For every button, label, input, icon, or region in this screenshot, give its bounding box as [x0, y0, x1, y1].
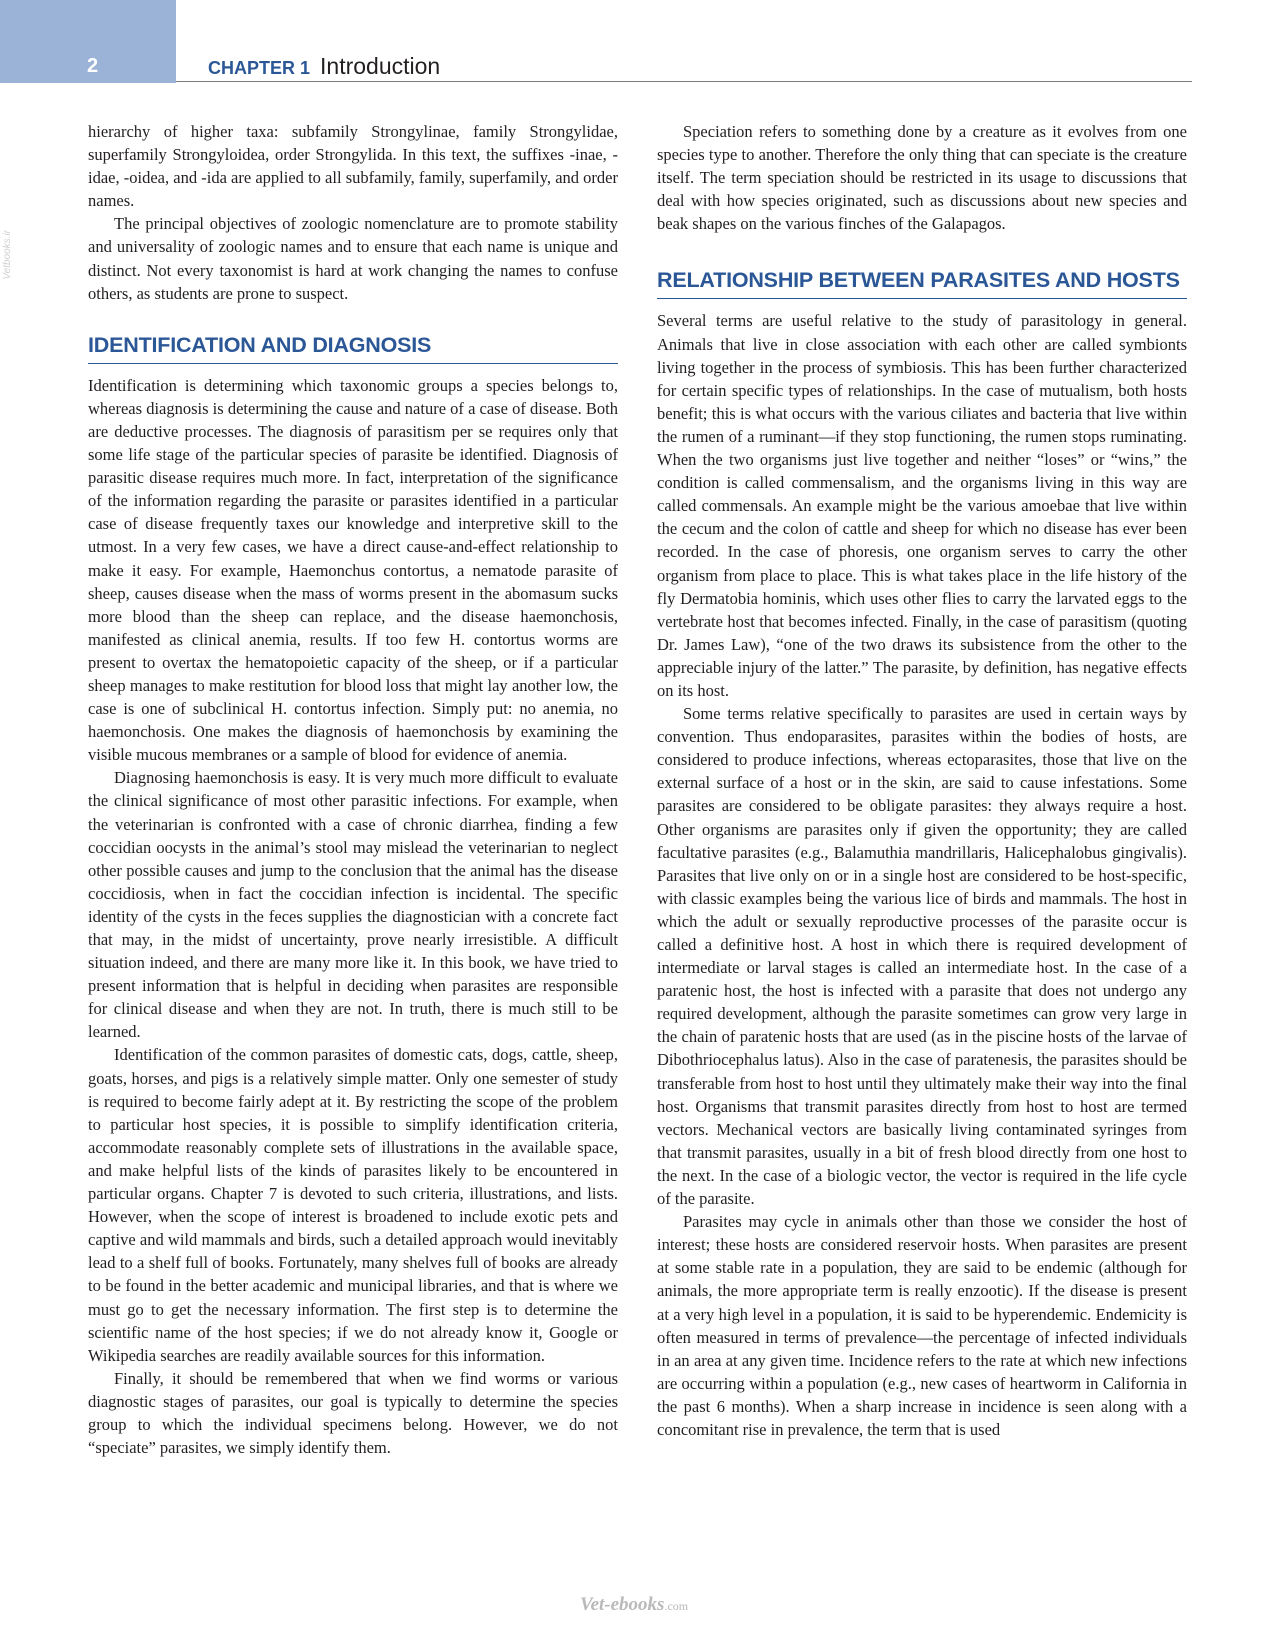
left-column: [88, 120, 618, 1459]
footer-watermark: [580, 1594, 688, 1616]
footer-watermark-suffix: .com: [664, 1599, 689, 1613]
paragraph: hierarchy of higher taxa: subfamily Strongylinae, family Strongylidae, superfamily Strongyloidea, order Strongylida. In this text, the suffixes -inae, -idae, -oidea, and -ida are applied to all subfamily, family, superfamily, and order names.: [88, 122, 618, 211]
chapter-label: CHAPTER 1: [208, 58, 311, 78]
header-rule: [176, 81, 1192, 82]
section-heading-identification: IDENTIFICATION AND DIAGNOSIS: [88, 333, 618, 364]
right-column: [657, 120, 1187, 1441]
side-watermark: Vetbooks.ir: [2, 230, 13, 280]
paragraph: Parasites may cycle in animals other than those we consider the host of interest; these hosts are considered reservoir hosts. When parasites are present at some stable rate in a population, they are said to be endemic (although for animals, the more appropriate term is really enzootic). If the disease is present at a very high level in a population, it is said to be hyperendemic. Endemicity is often measured in terms of prevalence—the percentage of infected individuals in an area at any given time. Incidence refers to the rate at which new infections are occurring within a population (e.g., new cases of heartworm in California in the past 6 months). When a sharp increase in incidence is seen along with a concomitant rise in prevalence, the term that is used: [657, 1212, 1187, 1439]
section-heading-relationship: RELATIONSHIP BETWEEN PARASITES AND HOSTS: [657, 268, 1187, 299]
paragraph: Some terms relative specifically to parasites are used in certain ways by convention. Thus endoparasites, parasites within the bodies of hosts, are considered to produce infections, whereas ectoparasites, those that live on the external surface of a host or in the skin, are said to cause infestations. Some parasites are considered to be obligate parasites: they always require a host. Other organisms are parasites only if given the opportunity; they are called facultative parasites (e.g., Balamuthia mandrillaris, Halicephalobus gingivalis). Parasites that live only on or in a single host are considered to be host-specific, with classic examples being the various lice of birds and mammals. The host in which the adult or sexually reproductive processes of the parasite occur is called a definitive host. A host in which there is required development of intermediate or larval stages is called an intermediate host. In the case of a paratenic host, the host is infected with a parasite that does not undergo any required development, although the parasite sometimes can grow very large in the chain of paratenic hosts that are used (as in the piscine hosts of the larvae of Dibothriocephalus latus). Also in the case of paratenesis, the parasites should be transferable from host to host until they ultimately make their way into the final host. Organisms that transmit parasites directly from host to host are termed vectors. Mechanical vectors are basically living contaminated syringes from that transmit parasites, usually in a bit of fresh blood directly from one host to the next. In the case of a biologic vector, the vector is required in the life cycle of the parasite.: [657, 704, 1187, 1209]
paragraph: Finally, it should be remembered that when we find worms or various diagnostic stages of parasites, our goal is typically to determine the species group to which the individual specimens belong. However, we do not “speciate” parasites, we simply identify them.: [88, 1368, 618, 1458]
chapter-title: Introduction: [320, 53, 441, 79]
page-number-tab: [0, 0, 176, 83]
paragraph: Identification is determining which taxonomic groups a species belongs to, whereas diagnosis is determining the cause and nature of a case of disease. Both are deductive processes. The diagnosis of parasitism per se requires only that some life stage of the particular species of parasite be identified. Diagnosis of parasitic disease requires much more. In fact, interpretation of the significance of the information regarding the parasite or parasites identified in a particular case of disease frequently taxes our knowledge and interpretive skill to the utmost. In a very few cases, we have a direct cause-and-effect relationship to make it easy. For example, Haemonchus contortus, a nematode parasite of sheep, causes disease when the mass of worms present in the abomasum sucks more blood than the sheep can replace, and the disease haemonchosis, manifested as clinical anemia, results. If too few H. contortus worms are present to overtax the hematopoietic capacity of the sheep, or if a particular sheep manages to make restitution for blood loss that might lay another low, the case is one of subclinical H. contortus infection. Simply put: no anemia, no haemonchosis. One makes the diagnosis of haemonchosis by examining the visible mucous membranes or a sample of blood for evidence of anemia.: [88, 375, 618, 765]
paragraph: Diagnosing haemonchosis is easy. It is very much more difficult to evaluate the clinical significance of most other parasitic infections. For example, when the veterinarian is confronted with a case of chronic diarrhea, finding a few coccidian oocysts in the animal’s stool may mislead the veterinarian to neglect other possible causes and jump to the conclusion that the animal has the disease coccidiosis, when in fact the coccidian infection is incidental. The specific identity of the cysts in the feces supplies the diagnostician with a concrete fact that may, in the midst of uncertainty, prove nearly irresistible. A difficult situation indeed, and there are many more like it. In this book, we have tried to present information that is helpful in deciding when parasites are responsible for clinical disease and when they are not. In truth, there is much still to be learned.: [88, 768, 618, 1042]
running-head: [208, 53, 1192, 80]
page-number: 2: [87, 55, 99, 77]
paragraph: Speciation refers to something done by a creature as it evolves from one species type to another. Therefore the only thing that can speciate is the creature itself. The term speciation should be restricted in its usage to discussions that deal with how species originated, such as discussions about new species and beak shapes on the various finches of the Galapagos.: [657, 122, 1187, 234]
footer-watermark-text: Vet-ebooks: [580, 1594, 665, 1615]
paragraph: Identification of the common parasites of domestic cats, dogs, cattle, sheep, goats, horses, and pigs is a relatively simple matter. Only one semester of study is required to become fairly adept at it. By restricting the scope of the problem to particular host species, it is possible to simplify identification criteria, accommodate reasonably complete sets of illustrations in the available space, and make helpful lists of the kinds of parasites likely to be encountered in particular organs. Chapter 7 is devoted to such criteria, illustrations, and lists. However, when the scope of interest is broadened to include exotic pets and captive and wild mammals and birds, such a detailed approach would inevitably lead to a shelf full of books. Fortunately, many shelves full of books are already to be found in the better academic and municipal libraries, and that is where we must go to get the necessary information. The first step is to determine the scientific name of the host species; if we do not already know it, Google or Wikipedia searches are readily available sources for this information.: [88, 1045, 618, 1365]
paragraph: The principal objectives of zoologic nomenclature are to promote stability and universality of zoologic names and to ensure that each name is unique and distinct. Not every taxonomist is hard at work changing the names to confuse others, as students are prone to suspect.: [88, 214, 618, 303]
paragraph: Several terms are useful relative to the study of parasitology in general. Animals that live in close association with each other are called symbionts living together in the process of symbiosis. This has been further characterized for certain specific types of relationships. In the case of mutualism, both hosts benefit; this is what occurs with the various ciliates and bacteria that live within the rumen of a ruminant—if they stop functioning, the rumen stops ruminating. When the two organisms just live together and neither “loses” or “wins,” the condition is called commensalism, and the organisms living in this way are called commensals. An example might be the various amoebae that live within the cecum and the colon of cattle and sheep for which no disease has ever been recorded. In the case of phoresis, one organism serves to carry the other organism from place to place. This is what takes place in the life history of the fly Dermatobia hominis, which uses other flies to carry the larvated eggs to the vertebrate host that becomes infected. Finally, in the case of parasitism (quoting Dr. James Law), “one of the two draws its subsistence from the other to the appreciable injury of the latter.” The parasite, by definition, has negative effects on its host.: [657, 311, 1187, 700]
